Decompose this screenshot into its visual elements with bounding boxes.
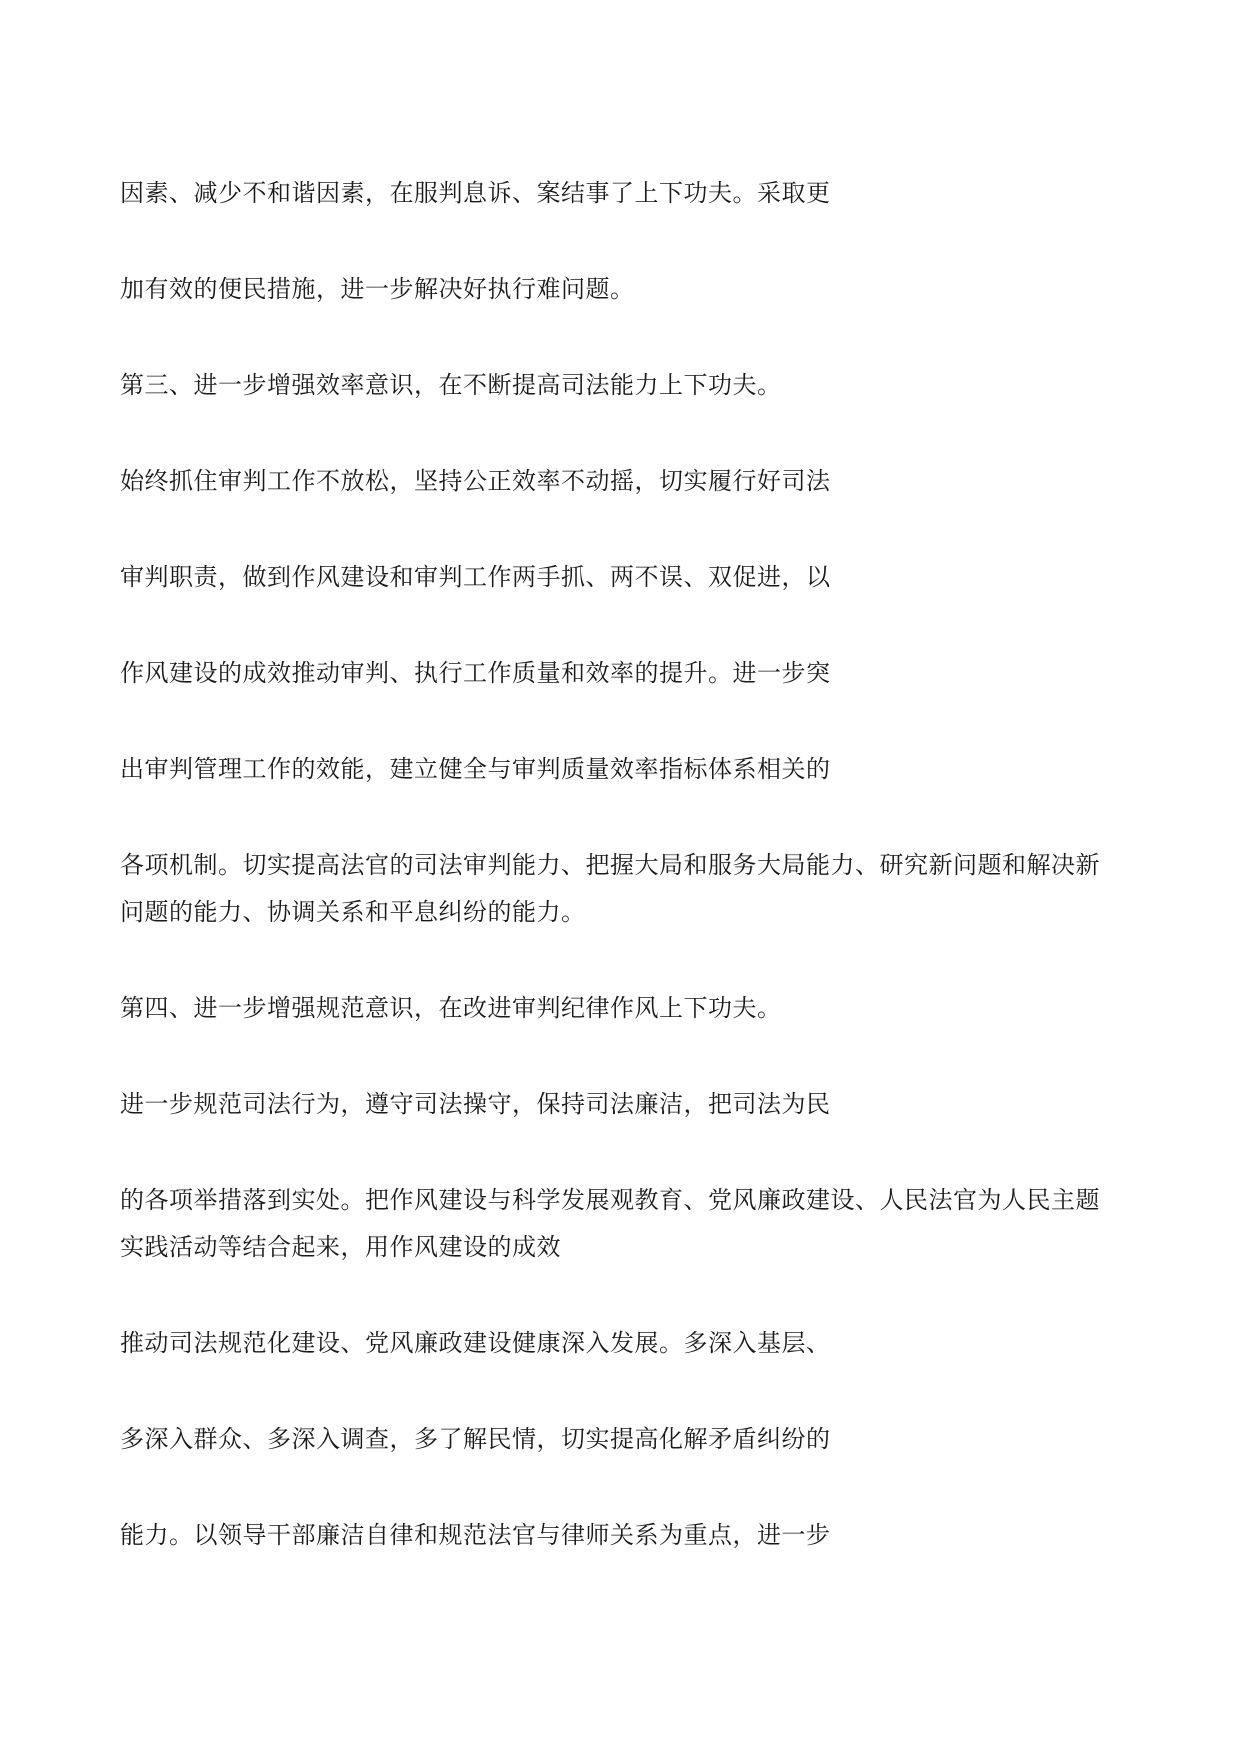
text-line: 始终抓住审判工作不放松，坚持公正效率不动摇，切实履行好司法 bbox=[120, 467, 831, 495]
text-line: 第三、进一步增强效率意识，在不断提高司法能力上下功夫。 bbox=[120, 371, 782, 399]
text-line: 实践活动等结合起来，用作风建设的成效 bbox=[120, 1233, 561, 1261]
text-line: 多深入群众、多深入调查，多了解民情，切实提高化解矛盾纠纷的 bbox=[120, 1425, 831, 1453]
text-line: 问题的能力、协调关系和平息纠纷的能力。 bbox=[120, 898, 586, 926]
text-line: 审判职责，做到作风建设和审判工作两手抓、两不误、双促进，以 bbox=[120, 563, 831, 591]
text-line: 第四、进一步增强规范意识，在改进审判纪律作风上下功夫。 bbox=[120, 994, 782, 1022]
text-line: 出审判管理工作的效能，建立健全与审判质量效率指标体系相关的 bbox=[120, 755, 831, 783]
text-line: 能力。以领导干部廉洁自律和规范法官与律师关系为重点，进一步 bbox=[120, 1521, 831, 1549]
text-line: 各项机制。切实提高法官的司法审判能力、把握大局和服务大局能力、研究新问题和解决新 bbox=[120, 851, 1100, 879]
text-line: 的各项举措落到实处。把作风建设与科学发展观教育、党风廉政建设、人民法官为人民主题 bbox=[120, 1186, 1100, 1214]
text-line: 加有效的便民措施，进一步解决好执行难问题。 bbox=[120, 275, 635, 303]
text-line: 作风建设的成效推动审判、执行工作质量和效率的提升。进一步突 bbox=[120, 659, 831, 687]
text-line: 因素、减少不和谐因素，在服判息诉、案结事了上下功夫。采取更 bbox=[120, 179, 831, 207]
text-line: 推动司法规范化建设、党风廉政建设健康深入发展。多深入基层、 bbox=[120, 1329, 831, 1357]
text-line: 进一步规范司法行为，遵守司法操守，保持司法廉洁，把司法为民 bbox=[120, 1090, 831, 1118]
